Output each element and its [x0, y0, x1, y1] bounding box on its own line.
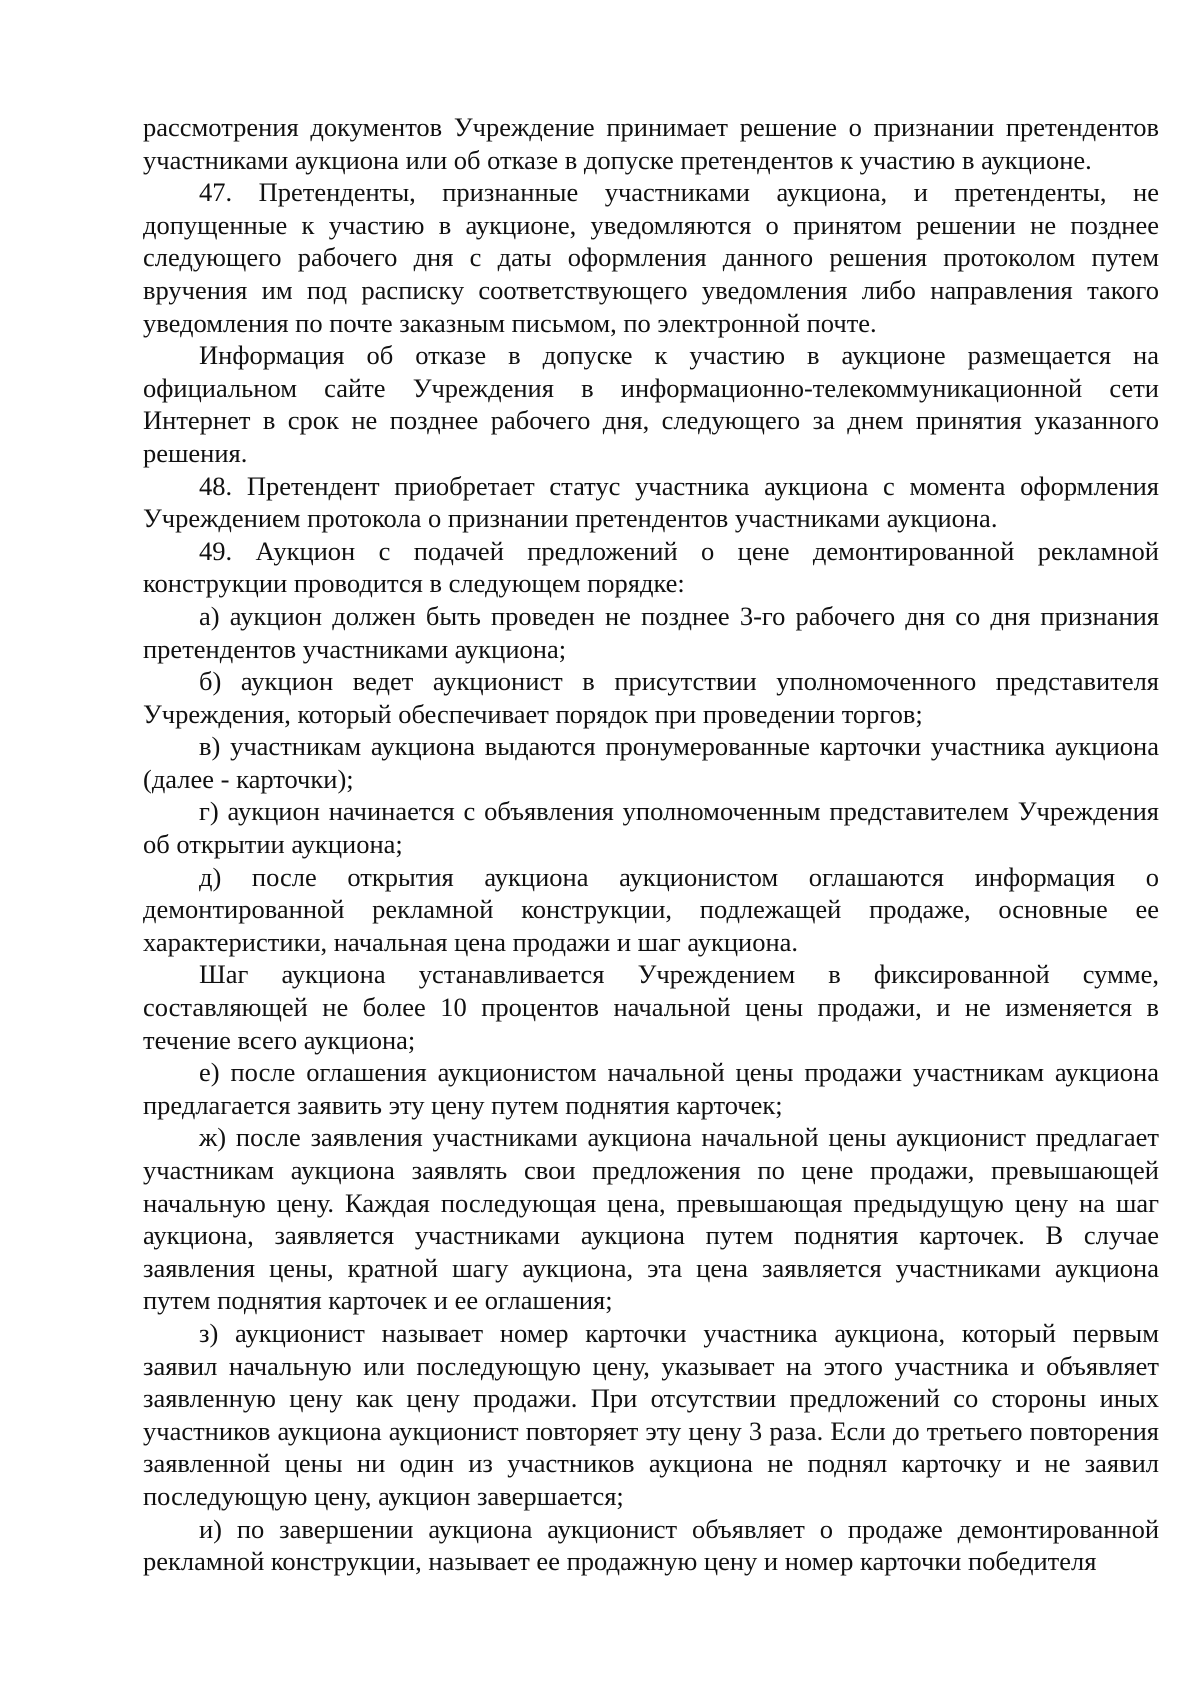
paragraph-49-d: д) после открытия аукциона аукционистом оглашаются информация о демонтированной рекламной конструкции, подлежащей продаже, основные ее характеристики, начальная цена продажи и шаг аукциона. — [143, 861, 1159, 957]
paragraph-48: 48. Претендент приобретает статус участника аукциона с момента оформления Учреждением протокола о признании претендентов участниками аукциона. — [143, 470, 1159, 534]
paragraph-49-zh: ж) после заявления участниками аукциона начальной цены аукционист предлагает участникам аукциона заявлять свои предложения по цене продажи, превышающей начальную цену. Каждая последующая цена, превышающая предыдущую цену на шаг аукциона, заявляется участниками аукциона путем поднятия карточек. В случае заявления цены, кратной шагу аукциона, эта цена заявляется участниками аукциона путем поднятия карточек и ее оглашения; — [143, 1122, 1159, 1316]
paragraph-49-i: и) по завершении аукциона аукционист объявляет о продаже демонтированной рекламной конструкции, называет ее продажную цену и номер карточки победителя — [143, 1513, 1159, 1577]
paragraph-49-v: в) участникам аукциона выдаются пронумерованные карточки участника аукциона (далее - карточки); — [143, 731, 1159, 794]
paragraph-49-z: з) аукционист называет номер карточки участника аукциона, который первым заявил начальную или последующую цену, указывает на этого участника и объявляет заявленную цену как цену продажи. При отсутствии предложений со стороны иных участников аукциона аукционист повторяет эту цену 3 раза. Если до третьего повторения заявленной цены ни один из участников аукциона не поднял карточку и не заявил последующую цену, аукцион завершается; — [143, 1317, 1159, 1511]
paragraph-47: 47. Претенденты, признанные участниками аукциона, и претенденты, не допущенные к участию в аукционе, уведомляются о принятом решении не позднее следующего рабочего дня с даты оформления данного решения протоколом путем вручения им под расписку соответствующего уведомления либо направления такого уведомления по почте заказным письмом, по электронной почте. — [143, 177, 1159, 338]
paragraph-49-g: г) аукцион начинается с объявления уполномоченным представителем Учреждения об открытии аукциона; — [143, 796, 1159, 860]
paragraph-49-e: е) после оглашения аукционистом начальной цены продажи участникам аукциона предлагается заявить эту цену путем поднятия карточек; — [143, 1057, 1159, 1120]
paragraph-49-b: б) аукцион ведет аукционист в присутствии уполномоченного представителя Учреждения, который обеспечивает порядок при проведении торгов; — [143, 666, 1159, 729]
paragraph-refusal-info: Информация об отказе в допуске к участию в аукционе размещается на официальном сайте Учреждения в информационно-телекоммуникационной сети Интернет в срок не позднее рабочего дня, следующего за днем принятия указанного решения. — [143, 340, 1159, 468]
paragraph-continuation: рассмотрения документов Учреждение принимает решение о признании претендентов участниками аукциона или об отказе в допуске претендентов к участию в аукционе. — [143, 112, 1159, 175]
paragraph-auction-step: Шаг аукциона устанавливается Учреждением в фиксированной сумме, составляющей не более 10 процентов начальной цены продажи, и не изменяется в течение всего аукциона; — [143, 959, 1159, 1055]
document-body — [143, 111, 1159, 1578]
paragraph-49-a: а) аукцион должен быть проведен не позднее 3-го рабочего дня со дня признания претендентов участниками аукциона; — [143, 600, 1159, 664]
paragraph-49: 49. Аукцион с подачей предложений о цене демонтированной рекламной конструкции проводится в следующем порядке: — [143, 535, 1159, 599]
